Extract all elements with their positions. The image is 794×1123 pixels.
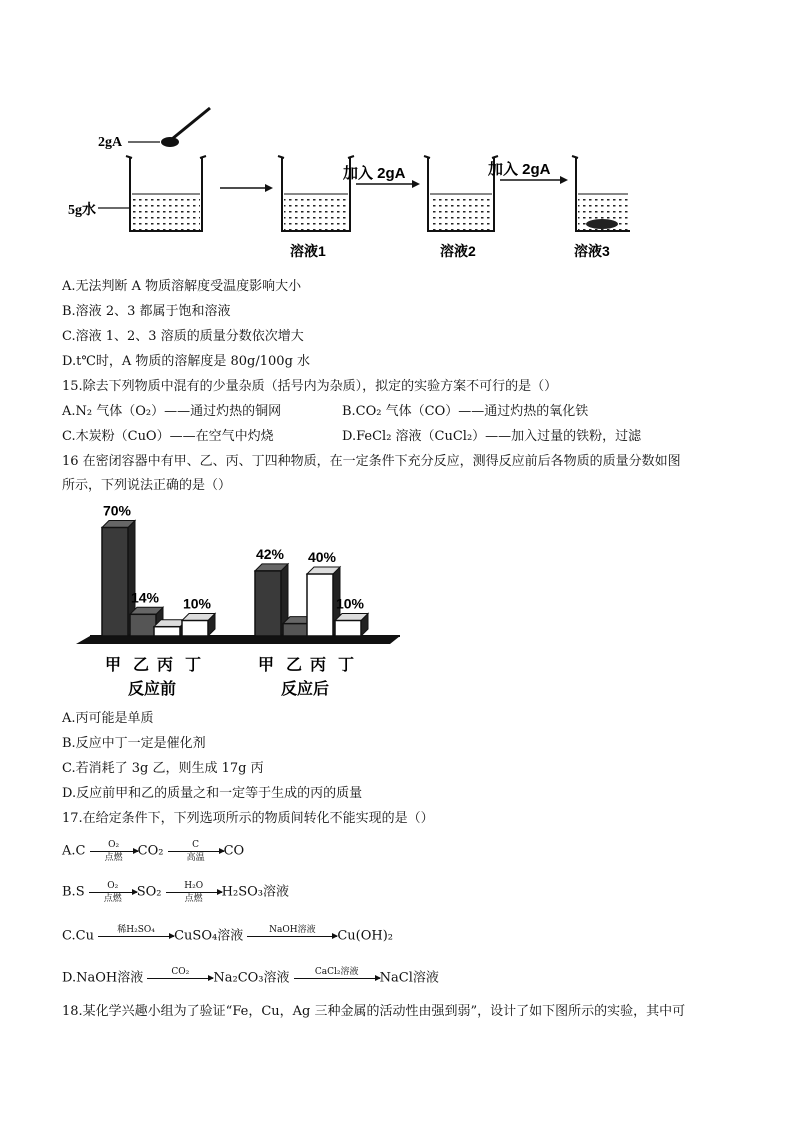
category-label: 丙 [156, 655, 174, 674]
q17-option-c: C.Cu 稀H₂SO₄ CuSO₄溶液 NaOH溶液 Cu(OH)₂ [62, 925, 393, 948]
group-label: 反应前 [127, 679, 177, 698]
category-label: 丙 [309, 655, 327, 674]
category-label: 乙 [132, 655, 150, 674]
q14-option-d: D.t℃时，A 物质的溶解度是 80g/100g 水 [62, 354, 311, 369]
reaction-arrow: C 高温 [168, 840, 224, 863]
spoon-label: 2gA [98, 135, 123, 150]
reaction-arrow: CaCl₂溶液 [294, 967, 380, 990]
q15-option-a: A.N₂ 气体（O₂）——通过灼热的铜网 [62, 404, 282, 419]
bar-反应前-丁 [182, 621, 208, 637]
category-label: 丁 [337, 655, 355, 674]
group-label: 反应后 [280, 679, 330, 698]
bar-value-label: 10% [335, 595, 365, 612]
q16-option-c: C.若消耗了 3g 乙，则生成 17g 丙 [62, 761, 264, 776]
q14-option-a: A.无法判断 A 物质溶解度受温度影响大小 [62, 279, 302, 294]
bar-value-label: 70% [102, 502, 132, 519]
bar-value-label: 42% [255, 545, 285, 562]
q16-stem-line-2: 所示，下列说法正确的是（） [62, 478, 232, 493]
q15-option-d: D.FeCl₂ 溶液（CuCl₂）——加入过量的铁粉，过滤 [342, 429, 642, 444]
q14-option-b: B.溶液 2、3 都属于饱和溶液 [62, 304, 231, 319]
bar-反应后-丁 [335, 621, 361, 637]
category-label: 甲 [257, 655, 275, 674]
q14-option-c: C.溶液 1、2、3 溶质的质量分数依次增大 [62, 329, 304, 344]
bar-反应后-丙 [307, 574, 333, 636]
beaker-1 [126, 156, 206, 231]
bar-反应后-甲 [255, 571, 281, 636]
bar-value-label: 14% [130, 589, 160, 606]
q18-stem: 18.某化学兴趣小组为了验证“Fe，Cu，Ag 三种金属的活动性由强到弱”，设计了如下图所示的实验，其中可 [62, 1004, 686, 1019]
category-label: 乙 [285, 655, 303, 674]
q16-option-b: B.反应中丁一定是催化剂 [62, 736, 206, 751]
precipitate [586, 219, 618, 229]
beaker-experiment-figure [60, 96, 630, 266]
solution-1-label: 溶液1 [290, 243, 326, 259]
reaction-arrow: O₂ 点燃 [89, 881, 137, 904]
reaction-arrow: O₂ 点燃 [90, 840, 138, 863]
q15-option-b: B.CO₂ 气体（CO）——通过灼热的氧化铁 [342, 404, 589, 419]
spoon-icon [161, 108, 210, 147]
q17-option-d: D.NaOH溶液 CO₂ Na₂CO₃溶液 CaCl₂溶液 NaCl溶液 [62, 967, 439, 990]
q16-option-a: A.丙可能是单质 [62, 711, 154, 726]
step-1-label: 加入 2gA [343, 165, 406, 182]
beaker-3 [424, 156, 498, 231]
q15-option-c: C.木炭粉（CuO）——在空气中灼烧 [62, 429, 274, 444]
bar-反应后-乙 [283, 624, 309, 636]
q16-stem-line-1: 16 在密闭容器中有甲、乙、丙、丁四种物质，在一定条件下充分反应，测得反应前后各物质的质量分数如图 [62, 454, 681, 469]
category-label: 甲 [104, 655, 122, 674]
bar-value-label: 10% [182, 595, 212, 612]
q16-option-d: D.反应前甲和乙的质量之和一定等于生成的丙的质量 [62, 786, 363, 801]
q15-stem: 15.除去下列物质中混有的少量杂质（括号内为杂质），拟定的实验方案不可行的是（） [62, 379, 558, 394]
reaction-arrow: CO₂ [147, 967, 213, 990]
q17-stem: 17.在给定条件下，下列选项所示的物质间转化不能实现的是（） [62, 811, 434, 826]
bar-value-label: 40% [307, 549, 337, 565]
bar-反应前-丙 [154, 627, 180, 636]
bar-反应前-乙 [130, 614, 156, 636]
water-label: 5g水 [68, 203, 96, 218]
chart-floor [76, 636, 400, 644]
mass-fraction-bar-chart [70, 500, 410, 705]
q17-option-a: A.C O₂ 点燃 CO₂ C 高温 CO [62, 840, 245, 863]
step-2-label: 加入 2gA [488, 161, 551, 178]
solution-2-label: 溶液2 [440, 243, 476, 259]
reaction-arrow: 稀H₂SO₄ [98, 925, 174, 948]
bar-反应前-甲 [102, 528, 128, 637]
beaker-4 [572, 156, 630, 231]
reaction-arrow: NaOH溶液 [247, 925, 337, 948]
category-label: 丁 [184, 655, 202, 674]
reaction-arrow: H₂O 点燃 [166, 881, 222, 904]
solution-3-label: 溶液3 [574, 243, 610, 259]
q17-option-b: B.S O₂ 点燃 SO₂ H₂O 点燃 H₂SO₃溶液 [62, 881, 289, 904]
